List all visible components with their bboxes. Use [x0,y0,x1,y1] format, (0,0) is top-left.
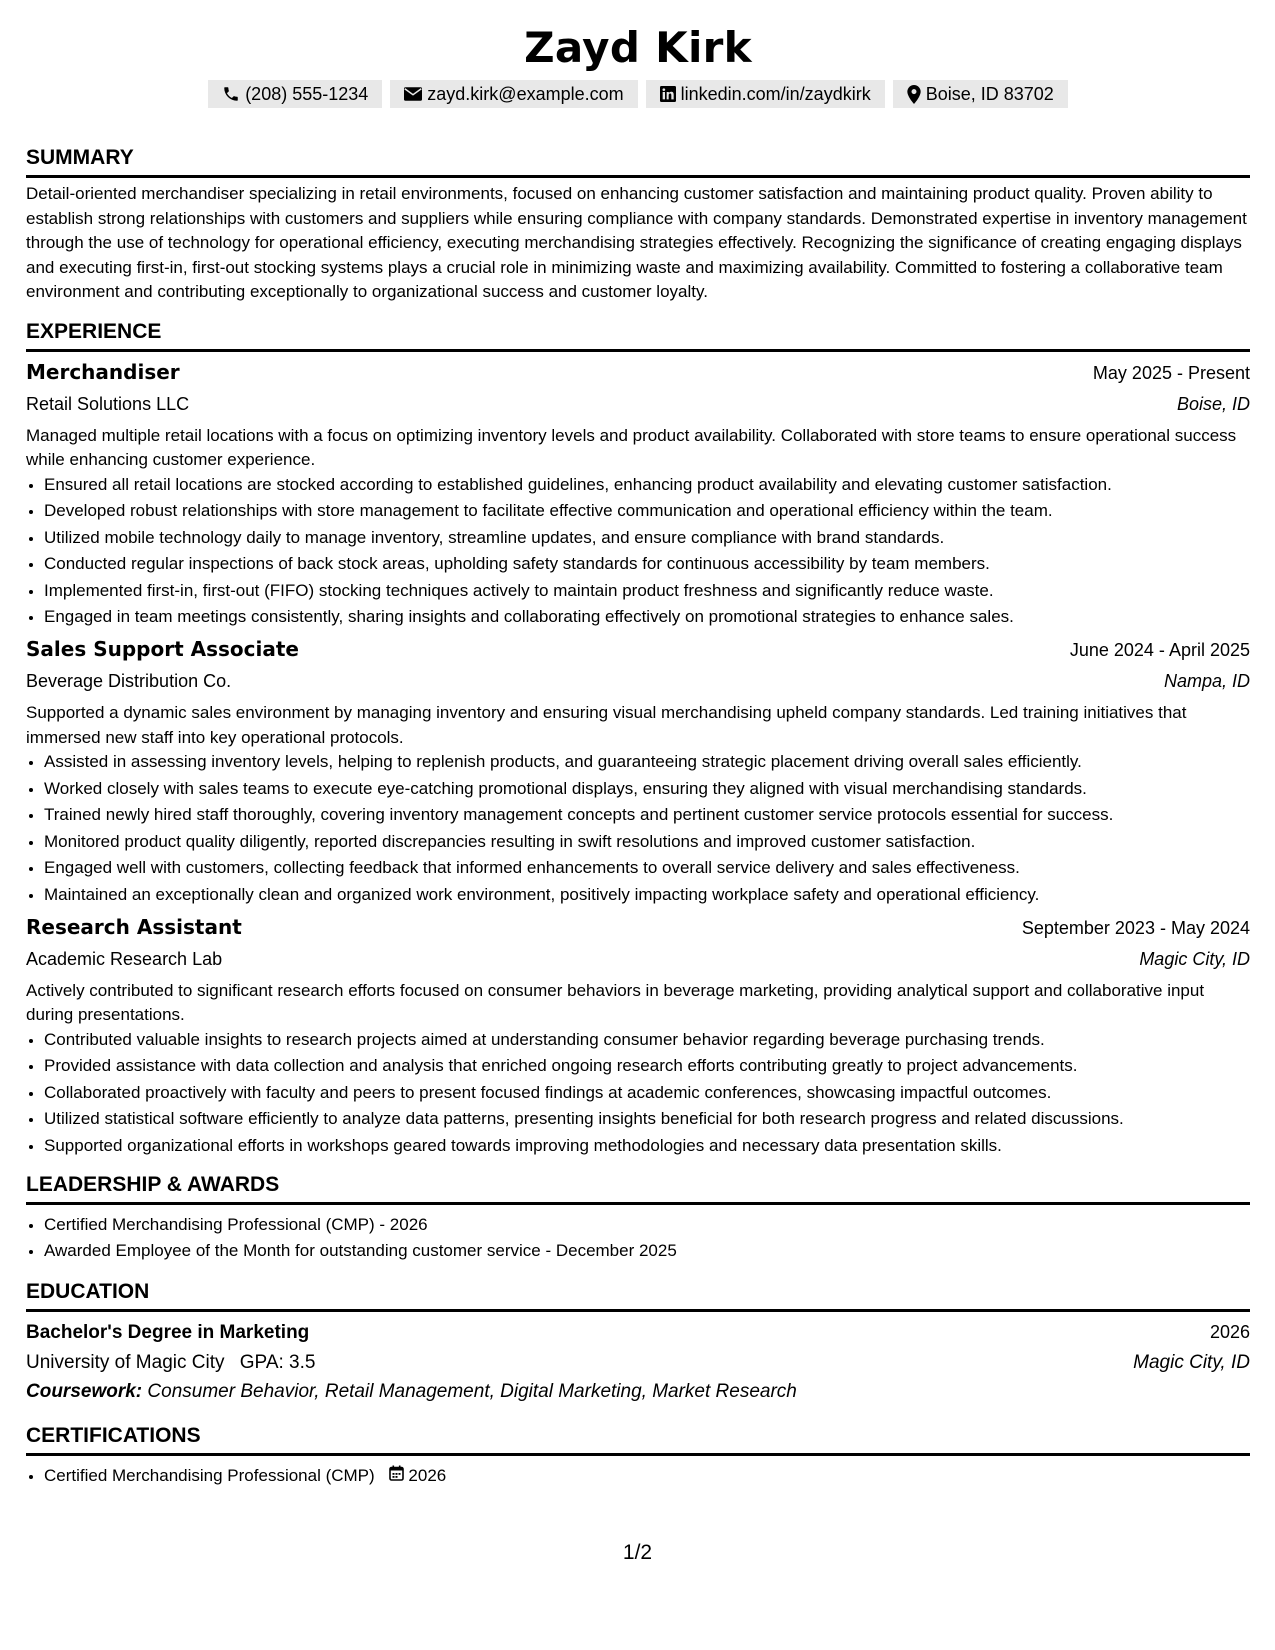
job-description: Actively contributed to significant research efforts focused on consumer behaviors in beverage marketing, providing analytical support and collaborative input during presentations. [26,980,1205,1024]
job-bullets [26,1028,1250,1158]
certifications-section [26,1423,1250,1488]
section-title-summary: SUMMARY [26,145,1250,178]
certifications-list [26,1464,1250,1488]
leadership-list [26,1213,1250,1264]
coursework-list: Consumer Behavior, Retail Management, Digital Marketing, Market Research [147,1381,797,1402]
job-description: Managed multiple retail locations with a focus on optimizing inventory levels and product availability. Collaborated with store teams to ensure operational success while enhancing customer experience. [26,425,1237,469]
section-title-experience: EXPERIENCE [26,319,1250,352]
email-text: zayd.kirk@example.com [427,83,624,104]
job-bullets [26,750,1250,907]
job-location: Boise, ID [1176,393,1250,414]
job-dates: September 2023 - May 2024 [1021,917,1250,938]
job-entry [26,911,1250,1158]
contact-phone[interactable] [208,80,382,108]
job-company: Beverage Distribution Co. [26,671,232,691]
job-location: Nampa, ID [1163,671,1250,691]
list-item: • Trained newly hired staff thoroughly, covering inventory management concepts and pertinent customer service protocols essential for success. [44,803,1250,827]
list-item: • Contributed valuable insights to research projects aimed at understanding consumer behavior regarding beverage purchasing trends. [44,1028,1250,1052]
school-name: University of Magic City [26,1352,225,1373]
section-title-certifications: CERTIFICATIONS [26,1423,1250,1456]
contact-bar [26,80,1250,108]
list-item: • Implemented first-in, first-out (FIFO) stocking techniques actively to maintain product freshness and significantly reduce waste. [44,579,1250,603]
list-item: • Engaged in team meetings consistently, sharing insights and collaborating effectively on promotional strategies to enhance sales. [44,605,1250,629]
cert-year: 2026 [408,1466,447,1485]
phone-text: (208) 555-1234 [245,83,369,104]
location-text: Boise, ID 83702 [925,83,1054,104]
list-item: • Developed robust relationships with store management to facilitate effective communication and operational efficiency within the team. [44,499,1250,523]
contact-email[interactable] [390,80,637,108]
education-section [26,1279,1250,1407]
page-number: 1/2 [622,1541,653,1564]
list-item: • Worked closely with sales teams to execute eye-catching promotional displays, ensuring they aligned with visual merchandising standards. [44,777,1250,801]
experience-section [26,319,1250,1158]
list-item: • Utilized statistical software efficiently to analyze data patterns, presenting insights beneficial for both research progress and related discussions. [44,1107,1250,1131]
list-item: • Provided assistance with data collection and analysis that enriched ongoing research efforts contributing greatly to project advancements. [44,1054,1250,1078]
job-title: Research Assistant [26,914,242,939]
contact-linkedin[interactable] [646,80,885,108]
map-pin-icon [907,85,921,104]
list-item: • Assisted in assessing inventory levels, helping to replenish products, and guaranteeing strategic placement driving overall sales efficiently. [44,750,1250,774]
coursework-label: Coursework: [26,1381,143,1402]
job-dates: May 2025 - Present [1092,362,1250,383]
list-item: • Engaged well with customers, collecting feedback that informed enhancements to overall service delivery and sales effectiveness. [44,856,1250,880]
list-item: • Ensured all retail locations are stocked according to established guidelines, enhancing product availability and elevating customer satisfaction. [44,473,1250,497]
job-bullets [26,473,1250,630]
list-item: • Supported organizational efforts in workshops geared towards improving methodologies and necessary data presentation skills. [44,1134,1250,1158]
list-item: • Certified Merchandising Professional (CMP) - 2026 [44,1213,1250,1237]
list-item: • Monitored product quality diligently, reported discrepancies resulting in swift resolutions and improved customer satisfaction. [44,830,1250,854]
section-title-education: EDUCATION [26,1279,1250,1312]
candidate-name: Zayd Kirk [524,23,752,72]
list-item: • Conducted regular inspections of back stock areas, upholding safety standards for continuous accessibility by team members. [44,552,1250,576]
job-location: Magic City, ID [1139,948,1250,969]
gpa: GPA: 3.5 [239,1352,316,1373]
summary-text: Detail-oriented merchandiser specializing in retail environments, focused on enhancing customer satisfaction and maintaining product quality. Proven ability to establish strong relationships with customers and suppliers while ensuring compliance with company standards. Demonstrated expertise in inventory management through the use of technology for operational efficiency, executing merchandising strategies effectively. Recognizing the significance of creating engaging displays and executing first-in, first-out stocking systems plays a crucial role in minimizing waste and maximizing availability. Committed to fostering a collaborative team environment and contributing exceptionally to organizational success and customer loyalty. [26,184,1247,301]
job-title: Sales Support Associate [26,637,299,661]
school-location: Magic City, ID [1133,1352,1250,1373]
linkedin-text: linkedin.com/in/zaydkirk [680,83,871,104]
cert-name: Certified Merchandising Professional (CMP) [44,1466,375,1485]
envelope-icon [404,87,422,101]
section-title-leadership: LEADERSHIP & AWARDS [26,1172,1250,1205]
coursework [26,1377,1250,1407]
job-title: Merchandiser [26,359,180,384]
resume-page [26,22,1250,1491]
list-item: • Collaborated proactively with faculty and peers to present focused findings at academic conferences, showcasing impactful outcomes. [44,1081,1250,1105]
linkedin-icon [660,86,676,102]
degree-title: Bachelor's Degree in Marketing [26,1322,310,1343]
list-item: • Awarded Employee of the Month for outstanding customer service - December 2025 [44,1239,1250,1263]
job-description: Supported a dynamic sales environment by managing inventory and ensuring visual merchandising upheld company standards. Led training initiatives that immersed new staff into key operational protocols. [26,703,1187,747]
job-company: Retail Solutions LLC [26,393,190,414]
calendar-icon [389,1464,404,1488]
leadership-section [26,1172,1250,1264]
list-item: • Maintained an exceptionally clean and organized work environment, positively impacting workplace safety and operational efficiency. [44,883,1250,907]
job-entry [26,356,1250,630]
job-company: Academic Research Lab [26,948,223,969]
list-item [44,1464,1250,1488]
job-entry [26,633,1250,907]
degree-year: 2026 [1209,1322,1250,1342]
phone-icon [222,85,240,103]
list-item: • Utilized mobile technology daily to manage inventory, streamline updates, and ensure compliance with brand standards. [44,526,1250,550]
contact-location [893,80,1068,108]
job-dates: June 2024 - April 2025 [1069,640,1250,660]
summary-section [26,145,1250,305]
